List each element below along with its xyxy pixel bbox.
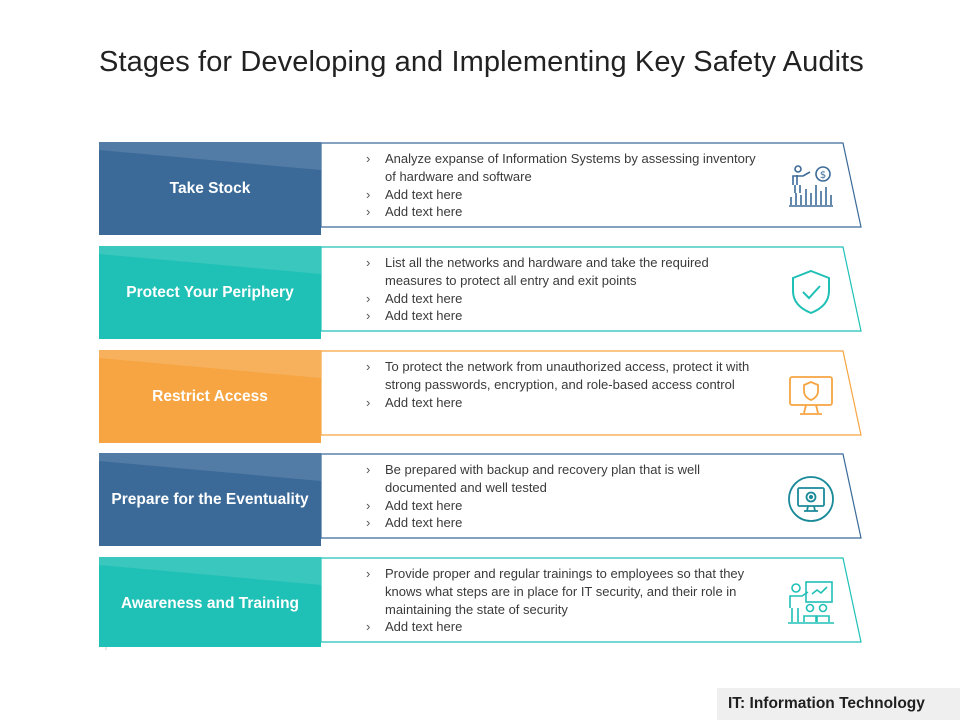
shield-check-icon <box>786 267 836 317</box>
stage-restrict-access <box>0 350 960 443</box>
monitor-backup-icon <box>786 474 836 524</box>
stage-bullets <box>366 358 756 411</box>
training-presentation-icon <box>786 578 836 628</box>
stage-label: Protect Your Periphery <box>126 283 294 301</box>
bullet-item: › Analyze expanse of Information Systems by assessing inventory of hardware and software <box>366 150 756 186</box>
stage-label: Awareness and Training <box>120 594 300 612</box>
bullet-item: › Be prepared with backup and recovery plan that is well documented and well tested <box>366 461 756 497</box>
monitor-shield-icon <box>786 371 836 421</box>
stage-bullets <box>366 150 756 221</box>
stage-awareness-training <box>0 557 960 650</box>
bullet-item: › List all the networks and hardware and take the required measures to protect all entry and exit points <box>366 254 756 290</box>
bullet-item: › Add text here <box>366 186 756 204</box>
stage-label: Restrict Access <box>152 387 268 405</box>
bullet-item: › Add text here <box>366 307 756 325</box>
bullet-item: › Provide proper and regular trainings to employees so that they knows what steps are in place for IT security, and their role in maintaining the state of security <box>366 565 756 618</box>
bullet-item: › Add text here <box>366 514 756 532</box>
stage-bullets <box>366 254 756 325</box>
bullet-item: › Add text here <box>366 497 756 515</box>
stage-label: Prepare for the Eventuality <box>111 490 309 508</box>
bullet-item: › Add text here <box>366 203 756 221</box>
bullet-item: › To protect the network from unauthorized access, protect it with strong passwords, encryption, and role-based access control <box>366 358 756 394</box>
footer-note: IT: Information Technology <box>717 688 960 720</box>
svg-text:$: $ <box>819 170 827 181</box>
stage-prepare-eventuality <box>0 453 960 546</box>
stage-label: Take Stock <box>169 179 251 197</box>
bullet-item: › Add text here <box>366 618 756 636</box>
bullet-item: › Add text here <box>366 394 756 412</box>
page-title: Stages for Developing and Implementing Key Safety Audits <box>99 46 864 78</box>
stage-bullets <box>366 461 756 532</box>
stage-take-stock <box>0 142 960 235</box>
investment-chart-icon <box>786 163 836 213</box>
stage-bullets <box>366 565 756 636</box>
bullet-item: › Add text here <box>366 290 756 308</box>
stage-protect-periphery <box>0 246 960 339</box>
